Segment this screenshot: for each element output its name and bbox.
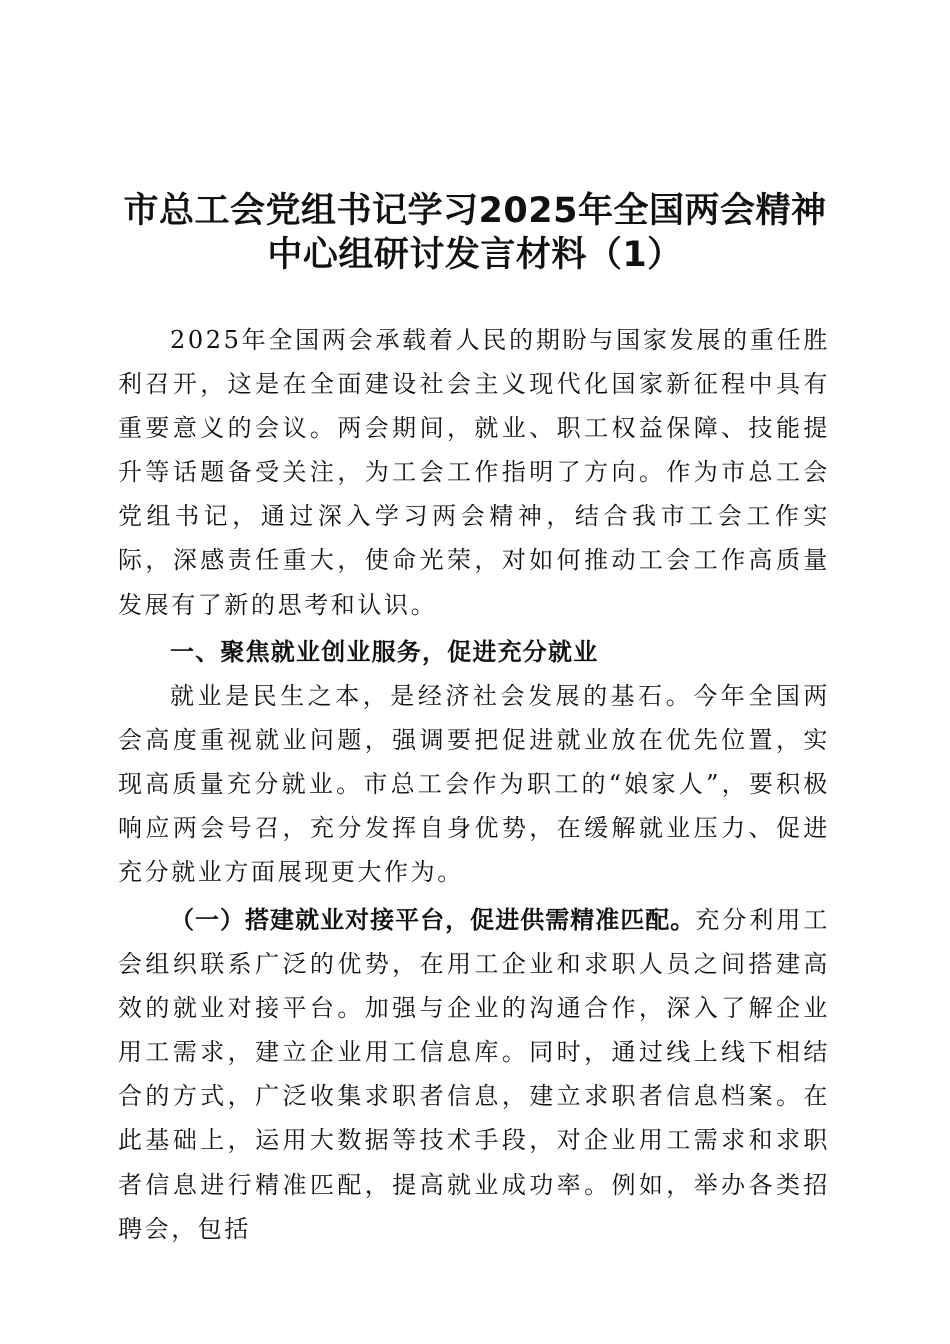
subsection-1-paragraph [118,898,830,1251]
document-title-line-2: 中心组研讨发言材料（1） [267,235,683,275]
document-title-line-1: 市总工会党组书记学习2025年全国两会精神 [123,191,827,231]
intro-paragraph: 2025年全国两会承载着人民的期盼与国家发展的重任胜利召开，这是在全面建设社会主义现代化国家新征程中具有重要意义的会议。两会期间，就业、职工权益保障、技能提升等话题备受关注，为工会工作指明了方向。作为市总工会党组书记，通过深入学习两会精神，结合我市工会工作实际，深感责任重大，使命光荣，对如何推动工会工作高质量发展有了新的思考和认识。 [118,326,830,619]
section-heading-1: 一、聚焦就业创业服务，促进充分就业 [170,638,599,666]
subsection-1-title: （一）搭建就业对接平台，促进供需精准匹配。 [170,906,696,934]
subsection-1-text: 充分利用工会组织联系广泛的优势，在用工企业和求职人员之间搭建高效的就业对接平台。加强与企业的沟通合作，深入了解企业用工需求，建立企业用工信息库。同时，通过线上线下相结合的方式，广泛收集求职者信息，建立求职者信息档案。在此基础上，运用大数据等技术手段，对企业用工需求和求职者信息进行精准匹配，提高就业成功率。例如，举办各类招聘会，包括 [118,906,830,1243]
section-1-paragraph: 就业是民生之本，是经济社会发展的基石。今年全国两会高度重视就业问题，强调要把促进就业放在优先位置，实现高质量充分就业。市总工会作为职工的“娘家人”，要积极响应两会号召，充分发挥自身优势，在缓解就业压力、促进充分就业方面展现更大作为。 [118,682,830,887]
